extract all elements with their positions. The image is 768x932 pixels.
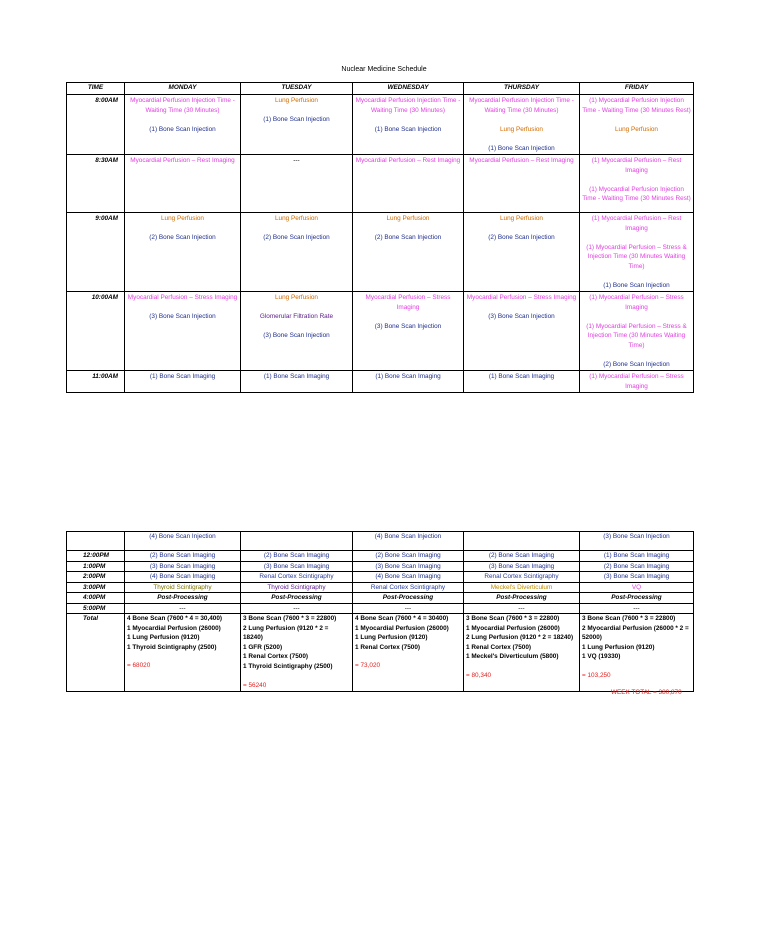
day-total-cell xyxy=(125,614,241,692)
schedule-cell xyxy=(125,95,241,155)
total-line: 4 Bone Scan (7600 * 4 = 30,400) xyxy=(127,615,223,622)
schedule-cell: (2) Bone Scan Imaging xyxy=(464,551,580,562)
schedule-cell: --- xyxy=(353,603,464,614)
schedule-cell: (4) Bone Scan Imaging xyxy=(353,572,464,583)
schedule-cell: (1) Bone Scan Imaging xyxy=(580,551,694,562)
time-cell: 2:00PM xyxy=(67,572,125,583)
total-line: 1 Thyroid Scintigraphy (2500) xyxy=(127,643,217,651)
time-slot-row xyxy=(67,95,694,155)
time-slot-row xyxy=(67,603,694,614)
schedule-cell: (2) Bone Scan Imaging xyxy=(241,551,353,562)
total-line: 1 Lung Perfusion (9120) xyxy=(355,634,428,642)
schedule-cell xyxy=(353,292,464,371)
time-cell: 8:30AM xyxy=(67,155,125,213)
schedule-cell xyxy=(353,213,464,292)
time-header: TIME xyxy=(67,83,125,95)
schedule-cell: (2) Bone Scan Imaging xyxy=(125,551,241,562)
schedule-cell: --- xyxy=(125,603,241,614)
schedule-cell xyxy=(464,95,580,155)
total-line: 3 Bone Scan (7600 * 3 = 22800) xyxy=(582,615,676,622)
total-line: 1 GFR (5200) xyxy=(243,643,283,651)
schedule-cell xyxy=(580,532,694,551)
total-line: 1 Renal Cortex (7500) xyxy=(243,653,308,661)
schedule-entry: Myocardial Perfusion – Stress Imaging xyxy=(466,294,577,301)
schedule-entry: (2) Bone Scan Injection xyxy=(263,234,330,241)
schedule-cell xyxy=(580,213,694,292)
schedule-cell xyxy=(241,532,353,551)
total-line: 1 Lung Perfusion (9120) xyxy=(127,634,200,642)
schedule-entry: (1) Bone Scan Imaging xyxy=(488,373,555,380)
schedule-cell: (3) Bone Scan Imaging xyxy=(241,561,353,572)
time-cell: 10:00AM xyxy=(67,292,125,371)
schedule-cell: Post-Processing xyxy=(353,593,464,604)
schedule-cell xyxy=(125,213,241,292)
schedule-cell: (4) Bone Scan Imaging xyxy=(125,572,241,583)
schedule-entry: Lung Perfusion xyxy=(275,97,318,104)
schedule-cell xyxy=(580,95,694,155)
total-line: 1 Myocardial Perfusion (26000) xyxy=(355,624,449,632)
schedule-entry: (2) Bone Scan Injection xyxy=(374,234,442,241)
day-total-sum: = 68020 xyxy=(127,662,151,670)
schedule-cell xyxy=(353,155,464,213)
schedule-entry: (2) Bone Scan Injection xyxy=(488,234,555,241)
schedule-entry: (1) Myocardial Perfusion – Stress & Injection Time (30 Minutes Waiting Time) xyxy=(586,243,687,270)
time-slot-row xyxy=(67,582,694,593)
total-line: 1 Lung Perfusion (9120) xyxy=(582,643,655,651)
schedule-entry: (1) Bone Scan Injection xyxy=(603,281,670,289)
schedule-cell: --- xyxy=(464,603,580,614)
schedule-cell xyxy=(464,213,580,292)
time-slot-row xyxy=(67,292,694,371)
schedule-entry: (2) Bone Scan Injection xyxy=(149,234,216,241)
time-cell: 9:00AM xyxy=(67,213,125,292)
schedule-cell: Post-Processing xyxy=(241,593,353,604)
schedule-entry: (3) Bone Scan Injection xyxy=(149,313,216,320)
schedule-cell: Renal Cortex Scintigraphy xyxy=(353,582,464,593)
schedule-entry: (1) Myocardial Perfusion Injection Time - Waiting Time (30 Minutes Rest) xyxy=(582,97,691,114)
time-cell: 8:00AM xyxy=(67,95,125,155)
schedule-cell: (2) Bone Scan Imaging xyxy=(580,561,694,572)
schedule-entry: Lung Perfusion xyxy=(275,215,318,222)
schedule-cell xyxy=(353,532,464,551)
continuation-row xyxy=(67,532,694,551)
schedule-cell xyxy=(464,371,580,393)
schedule-entry: Myocardial Perfusion – Rest Imaging xyxy=(469,157,574,164)
schedule-entry: Lung Perfusion xyxy=(500,215,543,222)
day-header-tuesday: TUESDAY xyxy=(241,83,353,95)
schedule-entry: (1) Bone Scan Injection xyxy=(263,116,330,123)
total-line: 1 Renal Cortex (7500) xyxy=(466,643,531,651)
total-line: 2 Lung Perfusion (9120 * 2 = 18240) xyxy=(243,624,329,642)
schedule-entry: Lung Perfusion xyxy=(615,125,658,133)
day-header-wednesday: WEDNESDAY xyxy=(353,83,464,95)
schedule-entry: (1) Myocardial Perfusion – Stress Imaging xyxy=(589,373,684,390)
schedule-cell: --- xyxy=(241,603,353,614)
day-total-cell xyxy=(464,614,580,692)
time-slot-row xyxy=(67,593,694,604)
schedule-entry: Myocardial Perfusion Injection Time - Waiting Time (30 Minutes) xyxy=(469,97,574,114)
afternoon-schedule-table xyxy=(66,531,694,692)
schedule-cell: (2) Bone Scan Imaging xyxy=(353,551,464,562)
schedule-entry: (1) Myocardial Perfusion – Stress & Injection Time (30 Minutes Waiting Time) xyxy=(586,322,687,349)
day-total-sum: = 103,250 xyxy=(582,671,611,679)
day-total-cell xyxy=(580,614,694,692)
schedule-cell xyxy=(241,213,353,292)
schedule-entry: (3) Bone Scan Injection xyxy=(488,313,555,320)
day-total-sum: = 80,340 xyxy=(466,671,492,679)
total-line: 1 Myocardial Perfusion (26000) xyxy=(127,624,221,632)
total-line: 2 Lung Perfusion (9120 * 2 = 18240) xyxy=(466,634,574,642)
time-slot-row xyxy=(67,155,694,213)
week-total: WEEK TOTAL = 380,870 xyxy=(611,689,682,696)
schedule-cell: --- xyxy=(580,603,694,614)
schedule-entry: Lung Perfusion xyxy=(161,215,204,222)
schedule-cell: Renal Cortex Scintigraphy xyxy=(241,572,353,583)
schedule-cell: (3) Bone Scan Imaging xyxy=(580,572,694,583)
total-line: 1 VQ (19330) xyxy=(582,653,621,661)
time-cell: 1:00PM xyxy=(67,561,125,572)
total-line: 3 Bone Scan (7600 * 3 = 22800) xyxy=(466,615,560,622)
schedule-cell: Post-Processing xyxy=(580,593,694,604)
schedule-cell xyxy=(580,292,694,371)
schedule-entry: (3) Bone Scan Injection xyxy=(263,332,330,339)
schedule-cell xyxy=(580,155,694,213)
time-slot-row xyxy=(67,561,694,572)
schedule-cell xyxy=(241,155,353,213)
total-label: Total xyxy=(67,614,125,692)
total-line: 1 Thyroid Scintigraphy (2500) xyxy=(243,662,333,670)
time-cell: 11:00AM xyxy=(67,371,125,393)
totals-row xyxy=(67,614,694,692)
schedule-entry: (1) Bone Scan Imaging xyxy=(375,373,441,380)
schedule-cell xyxy=(241,95,353,155)
time-cell: 5:00PM xyxy=(67,603,125,614)
schedule-entry: (1) Bone Scan Imaging xyxy=(149,373,216,380)
schedule-entry: (1) Myocardial Perfusion – Rest Imaging xyxy=(591,157,682,174)
total-line: 1 Myocardial Perfusion (26000) xyxy=(466,624,560,632)
time-cell: 12:00PM xyxy=(67,551,125,562)
schedule-entry: Myocardial Perfusion Injection Time - Waiting Time (30 Minutes) xyxy=(130,97,235,114)
day-total-sum: = 56240 xyxy=(243,681,267,689)
day-total-sum: = 73,020 xyxy=(355,662,381,670)
schedule-entry: Lung Perfusion xyxy=(275,294,318,301)
schedule-entry: Lung Perfusion xyxy=(500,125,543,133)
schedule-entry: Myocardial Perfusion Injection Time - Waiting Time (30 Minutes) xyxy=(355,97,461,114)
time-slot-row xyxy=(67,213,694,292)
time-slot-row xyxy=(67,371,694,393)
day-total-cell xyxy=(241,614,353,692)
schedule-entry: (1) Bone Scan Injection xyxy=(488,144,555,152)
schedule-entry: Glomerular Filtration Rate xyxy=(259,313,334,320)
schedule-entry: (1) Bone Scan Imaging xyxy=(263,373,330,380)
schedule-cell xyxy=(125,371,241,393)
time-cell: 4:00PM xyxy=(67,593,125,604)
schedule-entry: (4) Bone Scan Injection xyxy=(149,533,216,540)
schedule-entry: (1) Bone Scan Injection xyxy=(149,125,216,133)
schedule-cell xyxy=(580,371,694,393)
schedule-entry: (1) Myocardial Perfusion – Stress Imaging xyxy=(589,294,684,311)
time-slot-row xyxy=(67,551,694,562)
total-line: 3 Bone Scan (7600 * 3 = 22800) xyxy=(243,615,337,622)
time-slot-row xyxy=(67,572,694,583)
schedule-cell xyxy=(353,95,464,155)
schedule-cell: Meckel's Diverticulum xyxy=(464,582,580,593)
schedule-entry: --- xyxy=(293,157,300,164)
schedule-cell: (3) Bone Scan Imaging xyxy=(353,561,464,572)
schedule-cell xyxy=(241,292,353,371)
schedule-cell xyxy=(125,292,241,371)
schedule-cell: Renal Cortex Scintigraphy xyxy=(464,572,580,583)
total-line: 4 Bone Scan (7600 * 4 = 30400) xyxy=(355,615,449,622)
schedule-cell: VQ xyxy=(580,582,694,593)
schedule-cell xyxy=(241,371,353,393)
schedule-cell: (3) Bone Scan Imaging xyxy=(125,561,241,572)
schedule-cell xyxy=(464,292,580,371)
day-header-monday: MONDAY xyxy=(125,83,241,95)
day-total-cell xyxy=(353,614,464,692)
schedule-cell xyxy=(125,532,241,551)
page-title: Nuclear Medicine Schedule xyxy=(341,66,427,73)
schedule-entry: Myocardial Perfusion – Stress Imaging xyxy=(365,294,451,311)
schedule-cell: Post-Processing xyxy=(464,593,580,604)
schedule-entry: (2) Bone Scan Injection xyxy=(603,360,670,368)
day-header-friday: FRIDAY xyxy=(580,83,694,95)
schedule-cell xyxy=(353,371,464,393)
schedule-entry: Myocardial Perfusion – Rest Imaging xyxy=(355,157,461,164)
schedule-entry: (1) Myocardial Perfusion – Rest Imaging xyxy=(591,215,682,232)
schedule-entry: Myocardial Perfusion – Stress Imaging xyxy=(127,294,238,301)
day-header-thursday: THURSDAY xyxy=(464,83,580,95)
schedule-entry: (1) Myocardial Perfusion Injection Time - Waiting Time (30 Minutes Rest) xyxy=(582,185,691,202)
schedule-cell xyxy=(464,532,580,551)
schedule-cell: Thyroid Scintigraphy xyxy=(125,582,241,593)
morning-schedule-table xyxy=(66,82,694,393)
day-header-row xyxy=(67,83,694,95)
schedule-entry: Lung Perfusion xyxy=(386,215,430,222)
time-cell: 3:00PM xyxy=(67,582,125,593)
schedule-cell: Post-Processing xyxy=(125,593,241,604)
schedule-cell: (3) Bone Scan Imaging xyxy=(464,561,580,572)
schedule-entry: (1) Bone Scan Injection xyxy=(374,125,442,133)
total-line: 1 Meckel's Diverticulum (5800) xyxy=(466,653,559,661)
schedule-entry: (3) Bone Scan Injection xyxy=(603,533,670,540)
time-cell xyxy=(67,532,125,551)
schedule-cell xyxy=(464,155,580,213)
schedule-cell: Thyroid Scintigraphy xyxy=(241,582,353,593)
schedule-entry: (4) Bone Scan Injection xyxy=(374,533,442,540)
total-line: 1 Renal Cortex (7500) xyxy=(355,643,420,651)
schedule-entry: Myocardial Perfusion – Rest Imaging xyxy=(130,157,235,164)
schedule-cell xyxy=(125,155,241,213)
schedule-entry: (3) Bone Scan Injection xyxy=(374,322,442,330)
total-line: 2 Myocardial Perfusion (26000 * 2 = 52000) xyxy=(582,624,689,642)
